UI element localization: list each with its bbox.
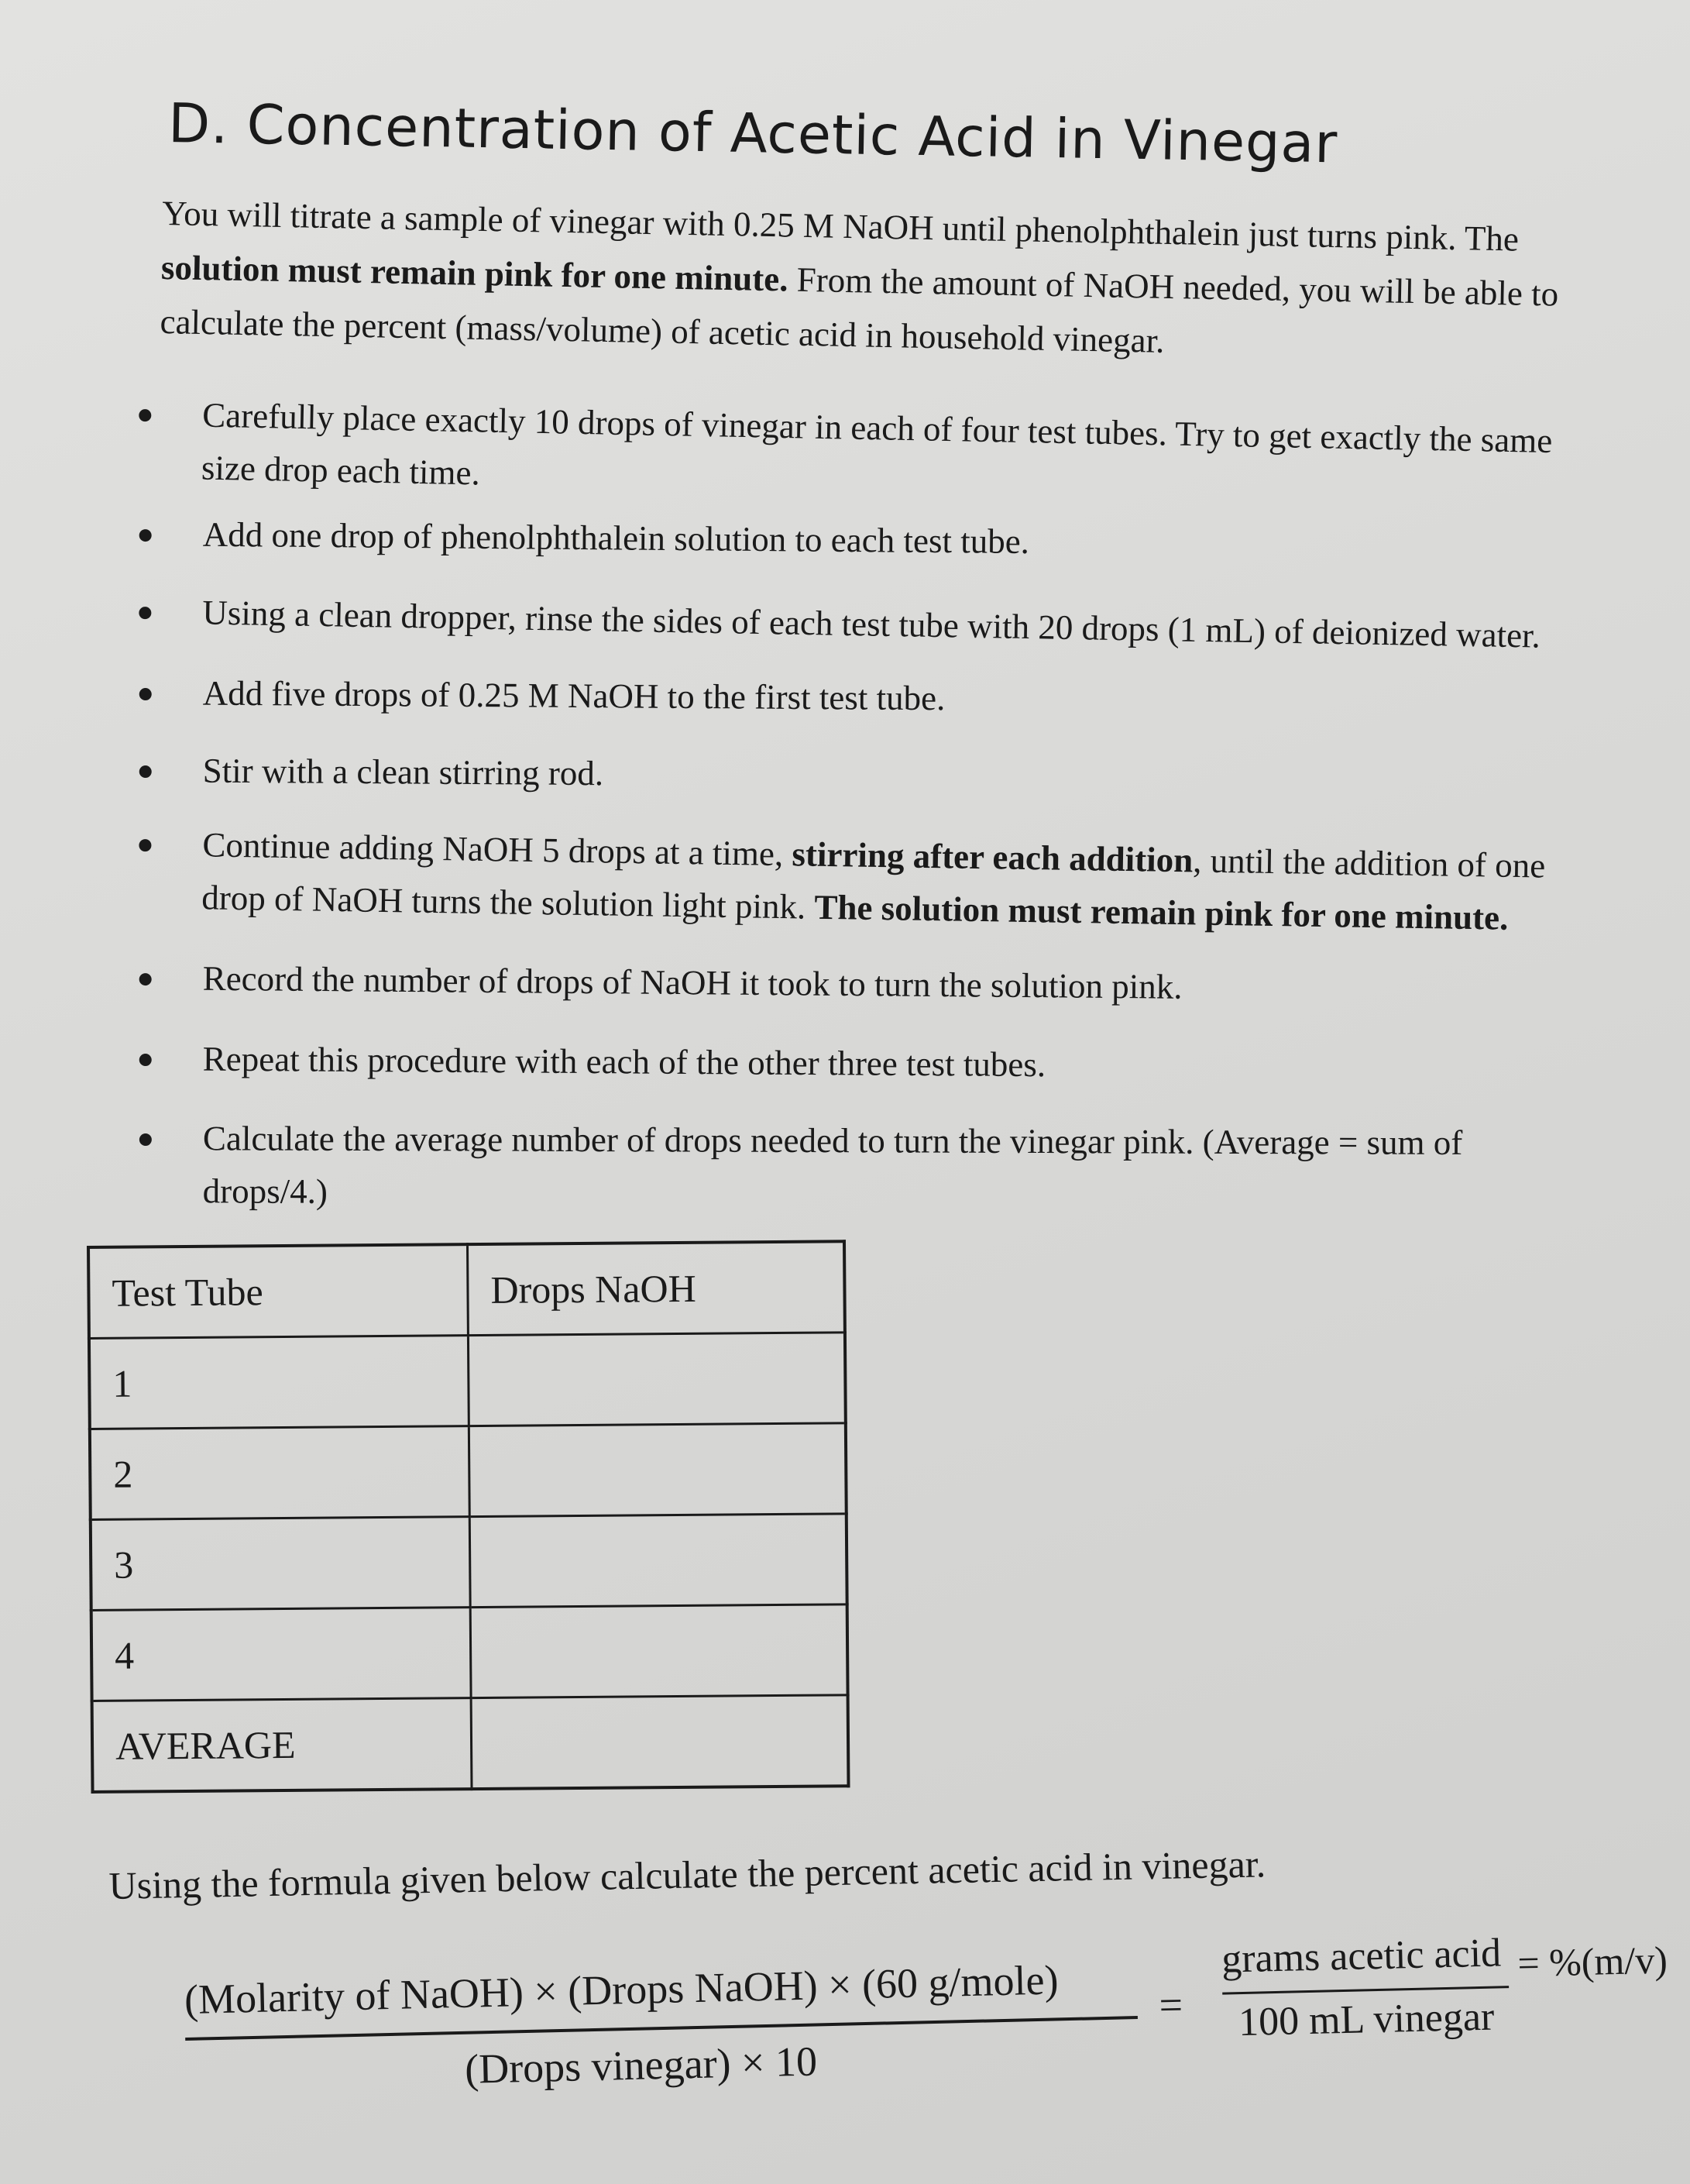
- header-test-tube: Test Tube: [88, 1244, 468, 1338]
- percent-formula: [183, 1895, 1681, 2123]
- test-tube-cell: 2: [90, 1426, 469, 1520]
- test-tube-cell: 4: [91, 1608, 471, 1701]
- step-text: Using a clean dropper, rinse the sides of each test tube with 20 drops (1 mL) of deionized water.: [201, 593, 1541, 655]
- step-bold-text: The solution must remain pink for one minute.: [814, 887, 1509, 937]
- rhs-fraction-bar: [1222, 1986, 1509, 1994]
- step-text: Repeat this procedure with each of the other three test tubes.: [202, 1039, 1046, 1085]
- step-text: Carefully place exactly 10 drops of vinegar in each of four test tubes. Try to get exactly the same: [201, 395, 1553, 461]
- test-tube-cell: 1: [89, 1336, 469, 1429]
- rhs-denominator: 100 mL vinegar: [1238, 1994, 1495, 2045]
- bullet-icon: [139, 688, 152, 700]
- step-text: Stir with a clean stirring rod.: [202, 751, 604, 793]
- percent-result: = %(m/v): [1517, 1938, 1668, 1985]
- step-text-cont: size drop each time.: [201, 448, 481, 493]
- bullet-icon: [139, 409, 151, 421]
- step-text: Record the number of drops of NaOH it took to turn the solution pink.: [202, 958, 1183, 1006]
- intro-paragraph: [160, 186, 1603, 377]
- rhs-numerator: grams acetic acid: [1221, 1931, 1502, 1982]
- drops-cell[interactable]: [469, 1514, 847, 1608]
- bullet-icon: [139, 1133, 152, 1146]
- section-heading: D. Concentration of Acetic Acid in Vinegar: [167, 91, 1338, 176]
- step-text-part: drop of NaOH turns the solution light pink.: [201, 878, 815, 927]
- bullet-icon: [139, 839, 151, 851]
- intro-bold-text: solution must remain pink for one minute.: [160, 247, 789, 299]
- step-text: Calculate the average number of drops needed to turn the vinegar pink. (Average = sum of: [202, 1119, 1463, 1162]
- table-row: [89, 1333, 846, 1429]
- step-bold-text: stirring after each addition: [792, 834, 1194, 880]
- bullet-icon: [139, 1054, 152, 1066]
- bullet-icon: [139, 765, 152, 778]
- formula-instruction: Using the formula given below calculate the percent acetic acid in vinegar.: [108, 1842, 1266, 1907]
- intro-line-2-rest: From the amount of NaOH needed, you will be able to: [788, 260, 1559, 314]
- step-text-part: , until the addition of one: [1192, 841, 1546, 886]
- step-text-cont: drops/4.): [202, 1171, 328, 1211]
- table-row: [90, 1423, 847, 1520]
- intro-line-1: You will titrate a sample of vinegar with 0.25 M NaOH until phenolphthalein just turns pink. The: [161, 193, 1520, 259]
- formula-numerator: (Molarity of NaOH) × (Drops NaOH) × (60 g/mole): [184, 1956, 1060, 2023]
- equals-sign: =: [1158, 1981, 1183, 2029]
- table-row: [91, 1514, 847, 1611]
- table-row: [91, 1604, 848, 1701]
- drops-cell[interactable]: [468, 1333, 845, 1426]
- bullet-icon: [139, 529, 152, 542]
- table-row-average: [92, 1695, 849, 1792]
- step-text: Add one drop of phenolphthalein solution to each test tube.: [202, 514, 1030, 562]
- drops-cell[interactable]: [470, 1604, 847, 1698]
- intro-line-3: calculate the percent (mass/volume) of acetic acid in household vinegar.: [160, 301, 1165, 360]
- bullet-icon: [139, 607, 151, 619]
- drops-cell[interactable]: [469, 1423, 846, 1517]
- drops-table: [87, 1240, 850, 1794]
- step-text: Add five drops of 0.25 M NaOH to the first test tube.: [202, 673, 946, 718]
- formula-denominator: (Drops vinegar) × 10: [464, 2038, 818, 2093]
- average-label-cell: AVERAGE: [92, 1698, 472, 1792]
- table-header-row: [88, 1241, 845, 1338]
- average-value-cell[interactable]: [471, 1695, 848, 1789]
- test-tube-cell: 3: [91, 1517, 470, 1611]
- step-text-part: Continue adding NaOH 5 drops at a time,: [202, 825, 792, 874]
- header-drops-naoh: Drops NaOH: [468, 1241, 845, 1335]
- bullet-icon: [139, 973, 152, 985]
